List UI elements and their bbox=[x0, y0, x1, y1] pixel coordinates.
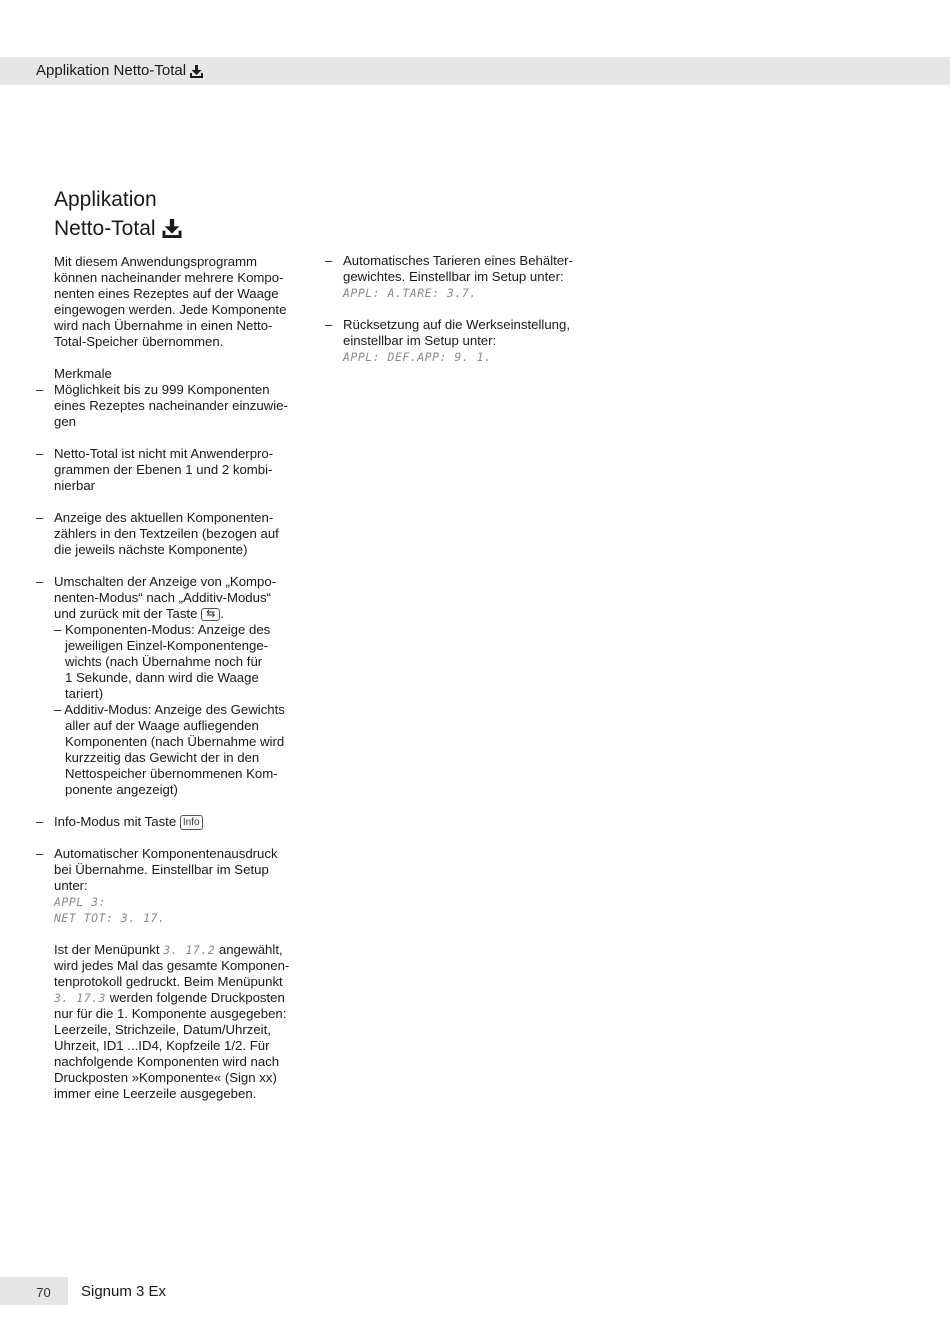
section-title-text: Netto-Total bbox=[54, 217, 156, 240]
sub-item bbox=[54, 702, 299, 798]
footer-product: Signum 3 Ex bbox=[81, 1283, 167, 1300]
list-item-line bbox=[54, 606, 299, 622]
sub-item-line: Nettospeicher übernommenen Kom- bbox=[65, 766, 278, 781]
sub-item-line: wichts (nach Übernahme noch für bbox=[65, 654, 263, 669]
paragraph-line: tenprotokoll gedruckt. Beim Menüpunkt bbox=[54, 974, 283, 989]
display-code: APPL 3: bbox=[54, 895, 106, 909]
list-item-text: Info-Modus mit Taste bbox=[54, 814, 177, 829]
display-code: NET TOT: 3. 17. bbox=[54, 911, 166, 925]
list-item-line: zählers in den Textzeilen (bezogen auf bbox=[54, 526, 279, 541]
display-code: 3. 17.3 bbox=[54, 991, 106, 1005]
right-column bbox=[325, 253, 588, 365]
sub-item-line: – Komponenten-Modus: Anzeige des bbox=[54, 622, 271, 637]
sub-item-line: tariert) bbox=[65, 686, 104, 701]
list-dash: – bbox=[36, 814, 44, 829]
sub-item bbox=[54, 622, 299, 702]
list-item-line: die jeweils nächste Komponente) bbox=[54, 542, 248, 557]
intro-line: können nacheinander mehrere Kompo- bbox=[54, 270, 284, 285]
list-dash: – bbox=[36, 574, 44, 589]
list-item bbox=[36, 574, 299, 798]
list-dash: – bbox=[36, 510, 44, 525]
paragraph-line: immer eine Leerzeile ausgegeben. bbox=[54, 1086, 257, 1101]
list-dash: – bbox=[36, 446, 44, 461]
list-item-line: Umschalten der Anzeige von „Kompo- bbox=[54, 574, 277, 589]
list-dash: – bbox=[325, 317, 333, 332]
download-icon bbox=[162, 219, 182, 238]
list-item-line: nenten-Modus“ nach „Additiv-Modus“ bbox=[54, 590, 271, 605]
section-title-line2 bbox=[54, 214, 182, 243]
left-column bbox=[36, 254, 299, 1102]
list-item bbox=[36, 446, 299, 494]
list-item-line: bei Übernahme. Einstellbar im Setup bbox=[54, 862, 269, 877]
intro-paragraph bbox=[54, 254, 299, 350]
paragraph-text: Ist der Menüpunkt bbox=[54, 942, 164, 957]
paragraph-line: Druckposten »Komponente« (Sign xx) bbox=[54, 1070, 277, 1085]
section-title-line1: Applikation bbox=[54, 188, 157, 211]
paragraph-line: nur für die 1. Komponente ausgegeben: bbox=[54, 1006, 287, 1021]
toggle-key-icon: ⇆ bbox=[201, 608, 220, 621]
sub-item-line: – Additiv-Modus: Anzeige des Gewichts bbox=[54, 702, 285, 717]
list-item-line: grammen der Ebenen 1 und 2 kombi- bbox=[54, 462, 273, 477]
intro-line: wird nach Übernahme in einen Netto- bbox=[54, 318, 273, 333]
list-item-line: gewichtes. Einstellbar im Setup unter: bbox=[343, 269, 564, 284]
list-item bbox=[36, 510, 299, 558]
download-icon bbox=[190, 65, 203, 78]
sub-item-line: kurzzeitig das Gewicht der in den bbox=[65, 750, 260, 765]
list-item-line: Automatischer Komponentenausdruck bbox=[54, 846, 278, 861]
list-item-text: und zurück mit der Taste bbox=[54, 606, 198, 621]
list-item-line: einstellbar im Setup unter: bbox=[343, 333, 497, 348]
list-item-line: eines Rezeptes nacheinander einzuwie- bbox=[54, 398, 288, 413]
period: . bbox=[220, 606, 224, 621]
paragraph-line bbox=[54, 990, 299, 1006]
list-item-line: Automatisches Tarieren eines Behälter- bbox=[343, 253, 573, 268]
display-code: 3. 17.2 bbox=[163, 943, 216, 957]
sub-item-line: ponente angezeigt) bbox=[65, 782, 178, 797]
list-item-line bbox=[54, 814, 299, 830]
section-title bbox=[54, 185, 182, 243]
list-item bbox=[325, 317, 588, 365]
intro-line: eingewogen werden. Jede Komponente bbox=[54, 302, 287, 317]
sub-item-line: jeweiligen Einzel-Komponentenge- bbox=[65, 638, 269, 653]
paragraph-text: angewählt, bbox=[215, 942, 283, 957]
page-number: 70 bbox=[36, 1285, 51, 1300]
list-item-line: Anzeige des aktuellen Komponenten- bbox=[54, 510, 274, 525]
list-item-line: unter: bbox=[54, 878, 88, 893]
list-item-line: gen bbox=[54, 414, 77, 429]
paragraph-line bbox=[54, 942, 299, 958]
list-item-line: nierbar bbox=[54, 478, 96, 493]
list-item-line: Netto-Total ist nicht mit Anwenderpro- bbox=[54, 446, 274, 461]
running-header bbox=[36, 62, 203, 80]
list-dash: – bbox=[36, 382, 44, 397]
print-paragraph bbox=[54, 942, 299, 1102]
info-key-icon: Info bbox=[180, 815, 203, 830]
paragraph-text: werden folgende Druckposten bbox=[105, 990, 285, 1005]
intro-line: Mit diesem Anwendungsprogramm bbox=[54, 254, 258, 269]
display-code: APPL: DEF.APP: 9. 1. bbox=[343, 350, 492, 364]
list-item bbox=[36, 382, 299, 430]
list-item bbox=[36, 846, 299, 926]
paragraph-line: Uhrzeit, ID1 ...ID4, Kopfzeile 1/2. Für bbox=[54, 1038, 270, 1053]
intro-line: nenten eines Rezeptes auf der Waage bbox=[54, 286, 279, 301]
sub-item-line: aller auf der Waage aufliegenden bbox=[65, 718, 259, 733]
running-header-title: Applikation Netto-Total bbox=[36, 62, 187, 79]
features-heading: Merkmale bbox=[54, 366, 112, 381]
sub-item-line: 1 Sekunde, dann wird die Waage bbox=[65, 670, 259, 685]
paragraph-line: Leerzeile, Strichzeile, Datum/Uhrzeit, bbox=[54, 1022, 271, 1037]
list-item-line: Rücksetzung auf die Werkseinstellung, bbox=[343, 317, 570, 332]
paragraph-line: nachfolgende Komponenten wird nach bbox=[54, 1054, 280, 1069]
paragraph-line: wird jedes Mal das gesamte Komponen- bbox=[54, 958, 290, 973]
list-dash: – bbox=[36, 846, 44, 861]
intro-line: Total-Speicher übernommen. bbox=[54, 334, 224, 349]
list-item bbox=[36, 814, 299, 830]
list-item bbox=[325, 253, 588, 301]
sub-item-line: Komponenten (nach Übernahme wird bbox=[65, 734, 285, 749]
list-item-line: Möglichkeit bis zu 999 Komponenten bbox=[54, 382, 270, 397]
list-dash: – bbox=[325, 253, 333, 268]
display-code: APPL: A.TARE: 3.7. bbox=[343, 286, 477, 300]
